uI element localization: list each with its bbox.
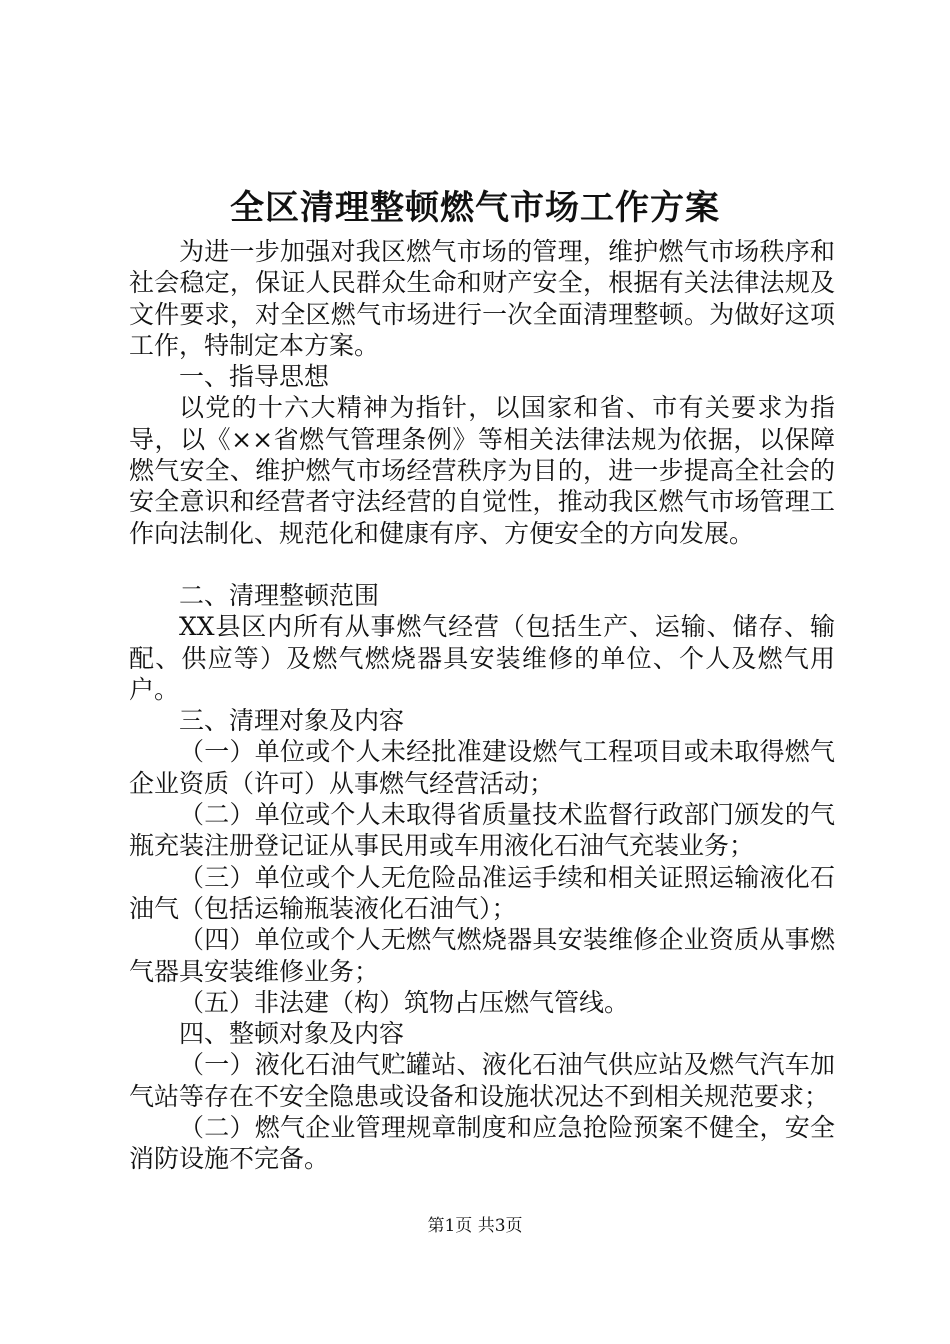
cleanup-item-5: （五）非法建（构）筑物占压燃气管线。	[179, 987, 630, 1017]
cleanup-item-1: （一）单位或个人未经批准建设燃气工程项目或未取得燃气企业资质（许可）从事燃气经营活动；	[129, 737, 835, 798]
rectification-item-2: （二）燃气企业管理规章制度和应急抢险预案不健全，安全消防设施不完备。	[129, 1113, 835, 1174]
section-heading-scope: 二、清理整顿范围	[179, 580, 380, 610]
page-number-footer: 第1页 共3页	[427, 1216, 523, 1236]
cleanup-item-4: （四）单位或个人无燃气燃烧器具安装维修企业资质从事燃气器具安装维修业务；	[129, 925, 835, 986]
guiding-ideology-paragraph: 以党的十六大精神为指针，以国家和省、市有关要求为指导，以《××省燃气管理条例》等相关法律法规为依据，以保障燃气安全、维护燃气市场经营秩序为目的，进一步提高全社会的安全意识和经营者守法经营的自觉性，推动我区燃气市场管理工作向法制化、规范化和健康有序、方便安全的方向发展。	[129, 393, 835, 548]
scope-paragraph: XX县区内所有从事燃气经营（包括生产、运输、储存、输配、供应等）及燃气燃烧器具安装维修的单位、个人及燃气用户。	[129, 612, 835, 704]
section-heading-cleanup-targets: 三、清理对象及内容	[179, 706, 405, 736]
cleanup-item-3: （三）单位或个人无危险品准运手续和相关证照运输液化石油气（包括运输瓶装液化石油气）；	[129, 862, 835, 923]
cleanup-item-2: （二）单位或个人未取得省质量技术监督行政部门颁发的气瓶充装注册登记证从事民用或车用液化石油气充装业务；	[129, 800, 835, 861]
intro-paragraph: 为进一步加强对我区燃气市场的管理，维护燃气市场秩序和社会稳定，保证人民群众生命和财产安全，根据有关法律法规及文件要求，对全区燃气市场进行一次全面清理整顿。为做好这项工作，特制定本方案。	[129, 237, 835, 360]
document-title: 全区清理整顿燃气市场工作方案	[230, 188, 720, 228]
document-body	[129, 236, 835, 1175]
rectification-item-1: （一）液化石油气贮罐站、液化石油气供应站及燃气汽车加气站等存在不安全隐患或设备和设施状况达不到相关规范要求；	[129, 1050, 835, 1111]
section-heading-guiding-ideology: 一、指导思想	[179, 362, 330, 392]
section-heading-rectification-targets: 四、整顿对象及内容	[179, 1019, 405, 1049]
